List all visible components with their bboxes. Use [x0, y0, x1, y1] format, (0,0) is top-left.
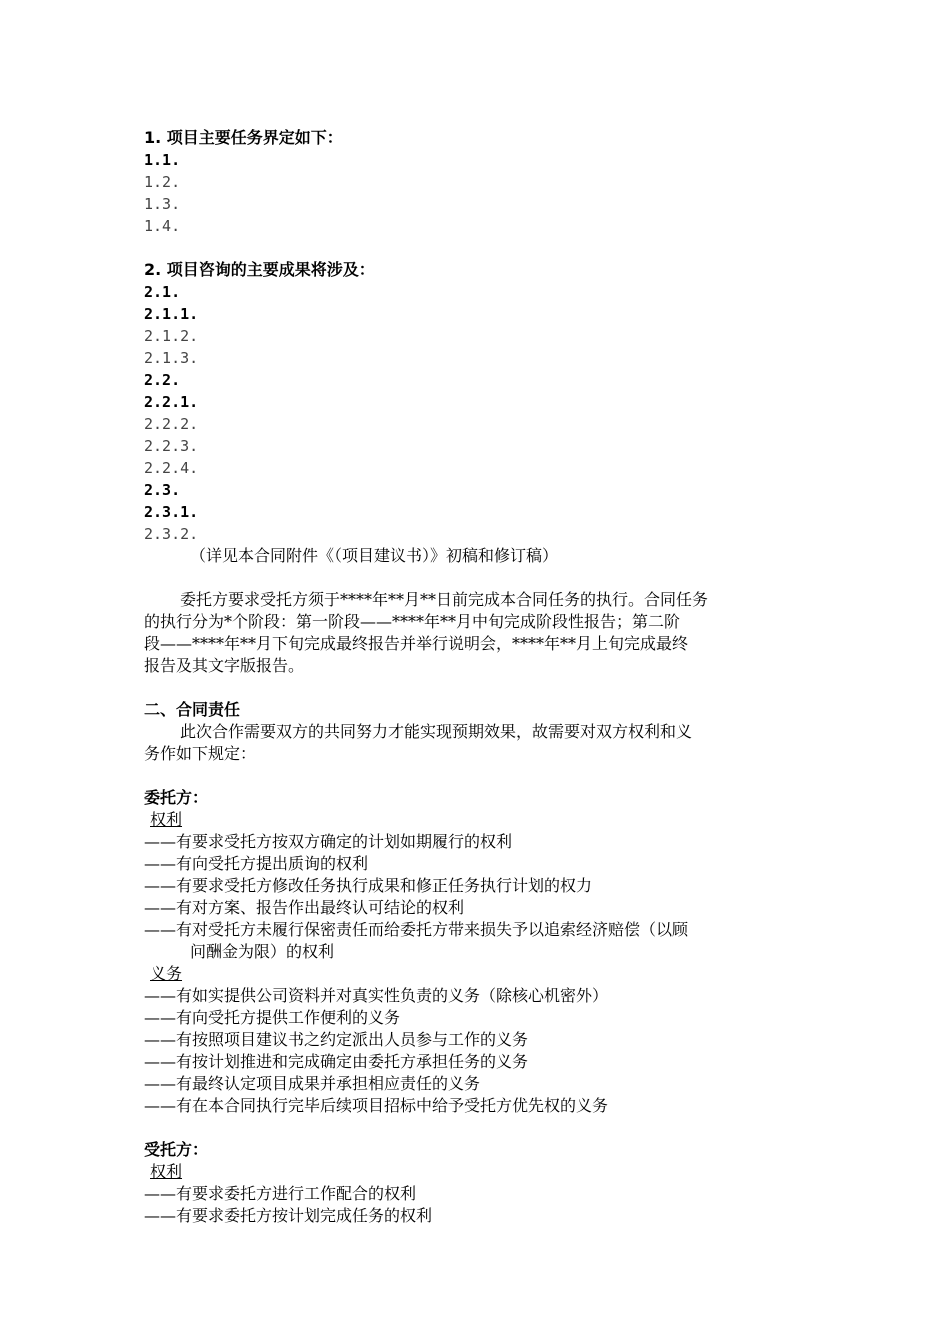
list-item: 2.2.3.	[144, 437, 199, 455]
client-duty-item: ——有最终认定项目成果并承担相应责任的义务	[144, 1074, 481, 1093]
section-1-heading: 1. 项目主要任务界定如下：	[144, 128, 343, 147]
trustee-right-item: ——有要求委托方进行工作配合的权利	[144, 1184, 417, 1203]
client-rights-label: 权利	[150, 810, 183, 829]
client-right-item-continued: 问酬金为限）的权利	[190, 942, 335, 961]
list-item: 2.3.1.	[144, 503, 199, 521]
list-item: 2.2.	[144, 371, 181, 389]
list-item: 2.3.2.	[144, 525, 199, 543]
trustee-rights-label: 权利	[150, 1162, 183, 1181]
list-item: 2.1.2.	[144, 327, 199, 345]
section-2-heading: 2. 项目咨询的主要成果将涉及：	[144, 260, 375, 279]
responsibility-intro: 此次合作需要双方的共同努力才能实现预期效果，故需要对双方权利和义	[180, 722, 693, 741]
trustee-right-item: ——有要求委托方按计划完成任务的权利	[144, 1206, 433, 1225]
list-item: 2.2.1.	[144, 393, 199, 411]
responsibility-heading: 二、合同责任	[144, 700, 241, 719]
client-duty-item: ——有向受托方提供工作便利的义务	[144, 1008, 401, 1027]
schedule-line: 段——****年**月下旬完成最终报告并举行说明会，****年**月上旬完成最终	[144, 634, 689, 653]
list-item: 2.1.1.	[144, 305, 199, 323]
list-item: 2.3.	[144, 481, 181, 499]
client-duty-item: ——有如实提供公司资料并对真实性负责的义务（除核心机密外）	[144, 986, 609, 1005]
list-item: 2.2.4.	[144, 459, 199, 477]
list-item: 2.1.	[144, 283, 181, 301]
client-heading: 委托方：	[144, 788, 209, 807]
attachment-note: （详见本合同附件《（项目建议书）》初稿和修订稿）	[190, 546, 559, 565]
list-item: 1.4.	[144, 217, 181, 235]
client-right-item: ——有向受托方提出质询的权利	[144, 854, 369, 873]
trustee-heading: 受托方：	[144, 1140, 209, 1159]
schedule-line: 报告及其文字版报告。	[144, 656, 305, 675]
list-item: 1.1.	[144, 151, 181, 169]
client-duty-item: ——有按照项目建议书之约定派出人员参与工作的义务	[144, 1030, 529, 1049]
client-duty-item: ——有按计划推进和完成确定由委托方承担任务的义务	[144, 1052, 529, 1071]
client-right-item: ——有要求受托方按双方确定的计划如期履行的权利	[144, 832, 513, 851]
list-item: 1.3.	[144, 195, 181, 213]
client-right-item: ——有要求受托方修改任务执行成果和修正任务执行计划的权力	[144, 876, 593, 895]
document-body	[144, 127, 824, 1227]
client-duties-label: 义务	[150, 964, 183, 983]
client-right-item: ——有对方案、报告作出最终认可结论的权利	[144, 898, 465, 917]
schedule-line: 的执行分为*个阶段：第一阶段——****年**月中旬完成阶段性报告；第二阶	[144, 612, 681, 631]
schedule-line: 委托方要求受托方须于****年**月**日前完成本合同任务的执行。合同任务	[180, 590, 709, 609]
list-item: 2.2.2.	[144, 415, 199, 433]
client-duty-item: ——有在本合同执行完毕后续项目招标中给予受托方优先权的义务	[144, 1096, 609, 1115]
list-item: 1.2.	[144, 173, 181, 191]
responsibility-intro: 务作如下规定：	[144, 744, 257, 763]
client-right-item: ——有对受托方未履行保密责任而给委托方带来损失予以追索经济赔偿（以顾	[144, 920, 689, 939]
list-item: 2.1.3.	[144, 349, 199, 367]
